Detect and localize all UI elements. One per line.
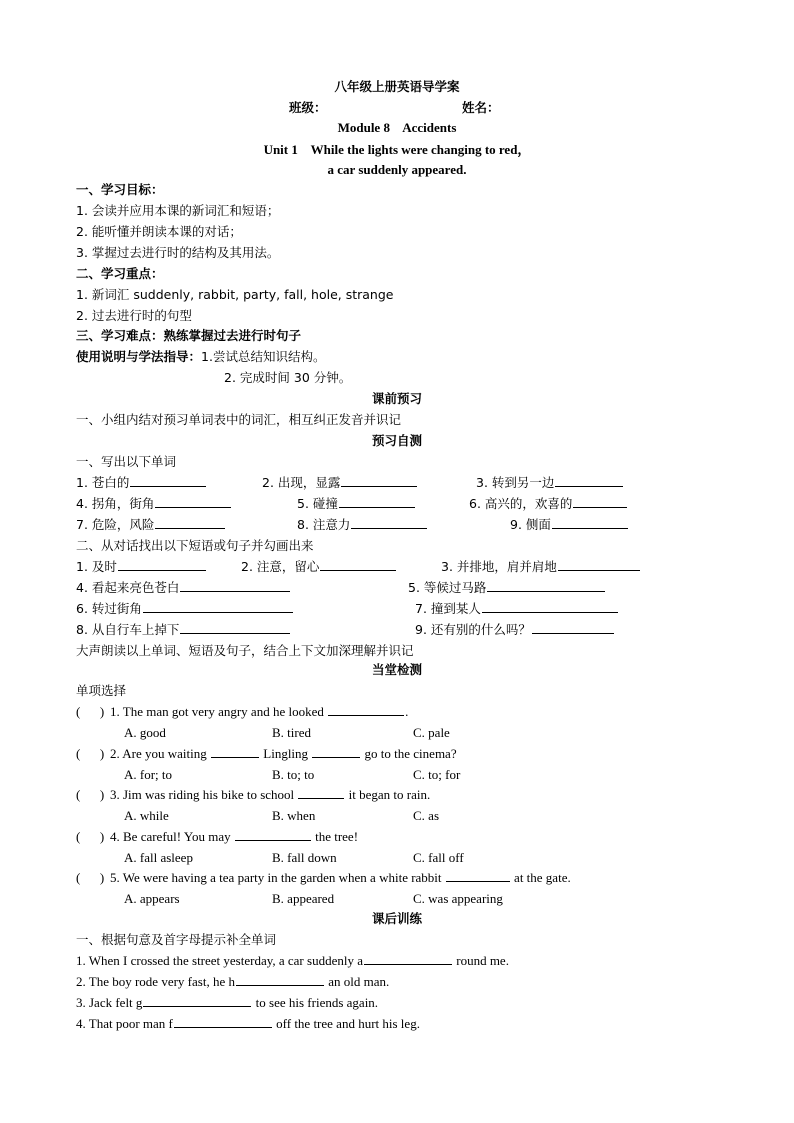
option[interactable]: A. for; to xyxy=(124,767,173,782)
question-paren[interactable]: ( ) xyxy=(76,746,105,761)
option[interactable]: A. good xyxy=(124,725,166,740)
option[interactable]: B. tired xyxy=(272,725,311,740)
option[interactable]: B. when xyxy=(272,808,316,823)
focus-item: 2. 过去进行时的句型 xyxy=(76,308,192,323)
answer-blank[interactable] xyxy=(351,515,427,529)
option[interactable]: A. fall asleep xyxy=(124,850,193,865)
option[interactable]: C. to; for xyxy=(413,767,461,782)
classroom-heading: 当堂检测 xyxy=(371,662,422,677)
word-item: 9. 侧面 xyxy=(510,515,629,535)
after-class-sub: 一、根据句意及首字母提示补全单词 xyxy=(76,932,277,947)
word-item: 7. 危险，风险 xyxy=(76,515,226,535)
word-item: 3. 转到另一边 xyxy=(476,473,624,493)
page-title: 八年级上册英语导学案 xyxy=(334,79,460,94)
instructions-item: 2. 完成时间 30 分钟。 xyxy=(224,370,352,385)
module-title: Module 8 Accidents xyxy=(337,120,457,135)
answer-blank[interactable] xyxy=(143,993,251,1007)
answer-blank[interactable] xyxy=(341,473,417,487)
word-item: 1. 苍白的 xyxy=(76,473,207,493)
question-text: 4. Be careful! You may the tree! xyxy=(110,829,359,844)
phrases-heading: 二、从对话找出以下短语或句子并勾画出来 xyxy=(76,538,314,553)
question-paren[interactable]: ( ) xyxy=(76,787,105,802)
answer-blank[interactable] xyxy=(143,599,293,613)
fill-item: 2. The boy rode very fast, he h an old man. xyxy=(76,974,390,989)
answer-blank[interactable] xyxy=(339,494,415,508)
answer-blank[interactable] xyxy=(320,557,396,571)
instructions-line xyxy=(76,347,325,367)
answer-blank[interactable] xyxy=(552,515,628,529)
phrase-item: 6. 转过街角 xyxy=(76,599,294,619)
phrase-item: 4. 看起来亮色苍白 xyxy=(76,578,291,598)
question-text: 5. We were having a tea party in the garden when a white rabbit at the gate. xyxy=(110,870,571,885)
instructions-label: 使用说明与学法指导： xyxy=(76,349,202,364)
option[interactable]: C. as xyxy=(413,808,439,823)
answer-blank[interactable] xyxy=(180,578,290,592)
phrase-item: 2. 注意，留心 xyxy=(241,557,397,577)
answer-blank[interactable] xyxy=(174,1014,272,1028)
question-paren[interactable]: ( ) xyxy=(76,870,105,885)
answer-blank[interactable] xyxy=(532,620,614,634)
answer-blank[interactable] xyxy=(118,557,206,571)
phrase-item: 7. 撞到某人 xyxy=(415,599,619,619)
fill-item: 3. Jack felt g to see his friends again. xyxy=(76,995,379,1010)
words-heading: 一、写出以下单词 xyxy=(76,454,177,469)
answer-blank[interactable] xyxy=(328,702,404,716)
word-item: 8. 注意力 xyxy=(297,515,428,535)
answer-blank[interactable] xyxy=(155,515,225,529)
word-item: 6. 高兴的，欢喜的 xyxy=(469,494,628,514)
answer-blank[interactable] xyxy=(487,578,605,592)
word-item: 5. 碰撞 xyxy=(297,494,416,514)
question-paren[interactable]: ( ) xyxy=(76,704,105,719)
answer-blank[interactable] xyxy=(573,494,627,508)
instructions-item: 1.尝试总结知识结构。 xyxy=(201,349,326,364)
phrase-item: 1. 及时 xyxy=(76,557,207,577)
answer-blank[interactable] xyxy=(235,827,311,841)
option[interactable]: C. pale xyxy=(413,725,450,740)
classroom-sub: 单项选择 xyxy=(76,683,127,698)
answer-blank[interactable] xyxy=(155,494,231,508)
unit-title-line1: Unit 1 While the lights were changing to red， xyxy=(263,142,531,157)
preview-heading: 课前预习 xyxy=(371,391,422,406)
goal-item: 1. 会读并应用本课的新词汇和短语； xyxy=(76,203,280,218)
option[interactable]: B. appeared xyxy=(272,891,335,906)
answer-blank[interactable] xyxy=(180,620,290,634)
after-class-heading: 课后训练 xyxy=(371,911,422,926)
answer-blank[interactable] xyxy=(211,744,259,758)
option[interactable]: A. while xyxy=(124,808,169,823)
goal-item: 2. 能听懂并朗读本课的对话； xyxy=(76,224,242,239)
difficulty-heading: 三、学习难点：熟练掌握过去进行时句子 xyxy=(76,328,302,343)
answer-blank[interactable] xyxy=(298,785,344,799)
fill-item: 4. That poor man f off the tree and hurt his leg. xyxy=(76,1016,420,1031)
focus-heading: 二、学习重点： xyxy=(76,266,164,281)
answer-blank[interactable] xyxy=(446,868,510,882)
phrase-item: 3. 并排地，肩并肩地 xyxy=(441,557,641,577)
answer-blank[interactable] xyxy=(558,557,640,571)
word-item: 2. 出现，显露 xyxy=(262,473,418,493)
preview-task: 一、小组内结对预习单词表中的词汇，相互纠正发音并识记 xyxy=(76,412,402,427)
option[interactable]: C. was appearing xyxy=(413,891,503,906)
option[interactable]: B. to; to xyxy=(272,767,315,782)
answer-blank[interactable] xyxy=(130,473,206,487)
answer-blank[interactable] xyxy=(364,951,452,965)
option[interactable]: A. appears xyxy=(124,891,180,906)
answer-blank[interactable] xyxy=(236,972,324,986)
question-text: 1. The man got very angry and he looked . xyxy=(110,704,409,719)
option[interactable]: C. fall off xyxy=(413,850,464,865)
answer-blank[interactable] xyxy=(312,744,360,758)
goals-heading: 一、学习目标： xyxy=(76,182,164,197)
answer-blank[interactable] xyxy=(482,599,618,613)
self-test-heading: 预习自测 xyxy=(371,433,422,448)
phrase-item: 8. 从自行车上掉下 xyxy=(76,620,291,640)
focus-item: 1. 新词汇 suddenly, rabbit, party, fall, hole, strange xyxy=(76,287,394,302)
question-text: 3. Jim was riding his bike to school it began to rain. xyxy=(110,787,431,802)
word-item: 4. 拐角，街角 xyxy=(76,494,232,514)
phrase-item: 9. 还有别的什么吗？ xyxy=(415,620,615,640)
fill-item: 1. When I crossed the street yesterday, a car suddenly a round me. xyxy=(76,953,509,968)
question-text: 2. Are you waiting Lingling go to the cinema? xyxy=(110,746,457,761)
name-label: 姓名： xyxy=(462,100,500,115)
option[interactable]: B. fall down xyxy=(272,850,337,865)
read-aloud-note: 大声朗读以上单词、短语及句子，结合上下文加深理解并识记 xyxy=(76,643,414,658)
unit-title-line2: a car suddenly appeared. xyxy=(327,162,467,177)
class-label: 班级： xyxy=(289,100,327,115)
answer-blank[interactable] xyxy=(555,473,623,487)
question-paren[interactable]: ( ) xyxy=(76,829,105,844)
phrase-item: 5. 等候过马路 xyxy=(408,578,606,598)
goal-item: 3. 掌握过去进行时的结构及其用法。 xyxy=(76,245,280,260)
